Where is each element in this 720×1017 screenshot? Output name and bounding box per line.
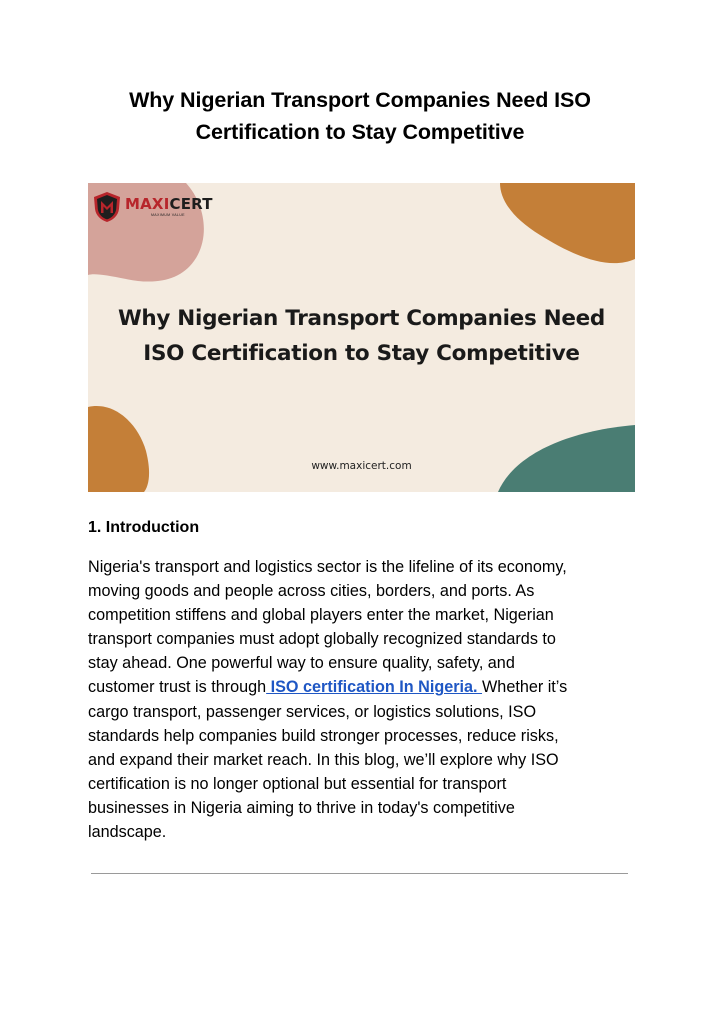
paragraph-text: Whether it’s [482, 678, 568, 697]
orange-blob-top-shape [500, 183, 635, 263]
logo-wordmark: MAXICERT [125, 194, 213, 213]
teal-blob-shape [498, 425, 635, 492]
paragraph-line: standards help companies build stronger processes, reduce risks, [88, 726, 559, 745]
logo-tagline: MAXIMUM VALUE [151, 212, 185, 217]
maxicert-logo [92, 191, 213, 223]
section-heading: 1. Introduction [88, 519, 200, 536]
paragraph-line: transport companies must adopt globally recognized standards to [88, 630, 556, 649]
paragraph-line: certification is no longer optional but essential for transport [88, 774, 507, 793]
document-title [60, 84, 660, 148]
iso-certification-nigeria-link[interactable]: ISO certification In Nigeria. [266, 678, 483, 697]
paragraph-line-with-link [88, 675, 648, 699]
paragraph-line: stay ahead. One powerful way to ensure quality, safety, and [88, 654, 515, 673]
banner-heading-line-1: Why Nigerian Transport Companies Need [117, 306, 605, 331]
banner-heading [88, 301, 635, 371]
paragraph-line: moving goods and people across cities, borders, and ports. As [88, 582, 535, 601]
banner-heading-line-2: ISO Certification to Stay Competitive [143, 341, 580, 366]
intro-paragraph [88, 555, 648, 844]
document-title-line-1: Why Nigerian Transport Companies Need ISO [129, 88, 591, 112]
banner-website-url: www.maxicert.com [311, 460, 412, 472]
paragraph-text: customer trust is through [88, 678, 267, 697]
paragraph-line: competition stiffens and global players enter the market, Nigerian [88, 606, 554, 625]
maxicert-shield-m-icon [92, 191, 122, 223]
paragraph-line: and expand their market reach. In this blog, we’ll explore why ISO [88, 750, 559, 769]
banner-image [88, 183, 635, 492]
horizontal-divider [91, 873, 628, 874]
document-title-line-2: Certification to Stay Competitive [195, 120, 525, 144]
paragraph-line: cargo transport, passenger services, or logistics solutions, ISO [88, 702, 537, 721]
paragraph-line: businesses in Nigeria aiming to thrive in today's competitive [88, 798, 515, 817]
orange-blob-bottom-shape [88, 406, 149, 492]
paragraph-line: landscape. [88, 823, 167, 842]
paragraph-line: Nigeria's transport and logistics sector is the lifeline of its economy, [88, 558, 567, 576]
